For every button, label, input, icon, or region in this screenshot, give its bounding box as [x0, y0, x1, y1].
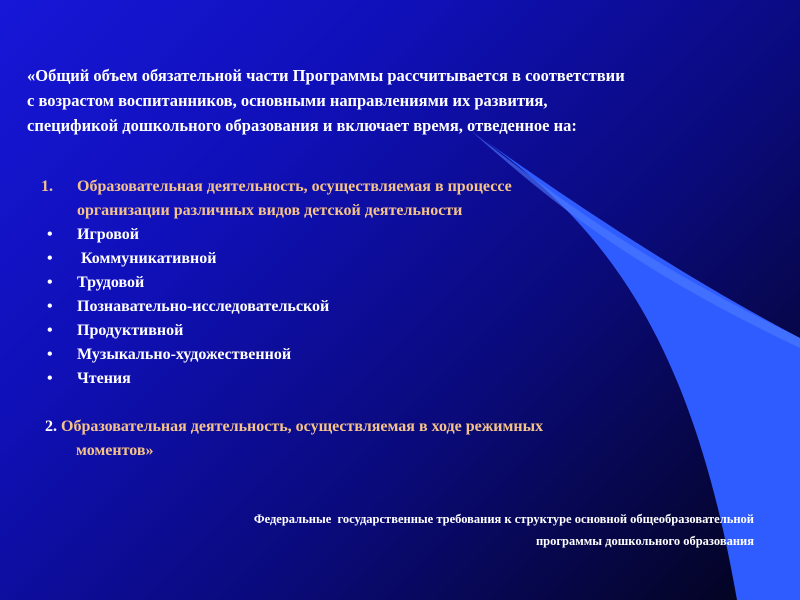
- list-item: [27, 367, 747, 391]
- list-item: [27, 343, 747, 367]
- bullet-icon: •: [47, 322, 53, 339]
- intro-line: с возрастом воспитанников, основными направлениями их развития,: [27, 91, 548, 110]
- source-citation: [54, 508, 754, 552]
- item-number: 2.: [45, 418, 57, 435]
- bullet-icon: •: [47, 250, 53, 267]
- intro-line: «Общий объем обязательной части Программы рассчитывается в соответствии: [27, 66, 625, 85]
- citation-line: программы дошкольного образования: [535, 534, 754, 548]
- list-item-1: [27, 175, 747, 223]
- item-text: Образовательная деятельность, осуществляемая в ходе режимных: [57, 418, 544, 435]
- list-item: [27, 247, 747, 271]
- list-item: [27, 271, 747, 295]
- list-item: [27, 319, 747, 343]
- activity-list: [27, 175, 747, 391]
- citation-line: Федеральные государственные требования к структуре основной общеобразовательной: [253, 512, 754, 526]
- bullet-icon: •: [47, 274, 53, 291]
- bullet-icon: •: [47, 370, 53, 387]
- item-number: 1.: [41, 178, 53, 195]
- item-text: моментов»: [76, 442, 154, 459]
- bullet-text: Познавательно-исследовательской: [77, 298, 330, 315]
- bullet-text: Трудовой: [77, 274, 145, 291]
- item-text: Образовательная деятельность, осуществляемая в процессе: [77, 178, 512, 195]
- bullet-text: Коммуникативной: [77, 250, 217, 267]
- list-item: [27, 223, 747, 247]
- bullet-icon: •: [47, 226, 53, 243]
- item-text: организации различных видов детской деятельности: [77, 202, 463, 219]
- intro-paragraph: [27, 63, 772, 138]
- bullet-text: Музыкально-художественной: [77, 346, 292, 363]
- bullet-text: Чтения: [77, 370, 131, 387]
- intro-line: спецификой дошкольного образования и включает время, отведенное на:: [27, 116, 577, 135]
- bullet-icon: •: [47, 298, 53, 315]
- bullet-icon: •: [47, 346, 53, 363]
- list-item: [27, 295, 747, 319]
- bullet-text: Продуктивной: [77, 322, 184, 339]
- item-2-line: [45, 415, 745, 439]
- bullet-text: Игровой: [77, 226, 139, 243]
- list-item-2: [45, 415, 745, 463]
